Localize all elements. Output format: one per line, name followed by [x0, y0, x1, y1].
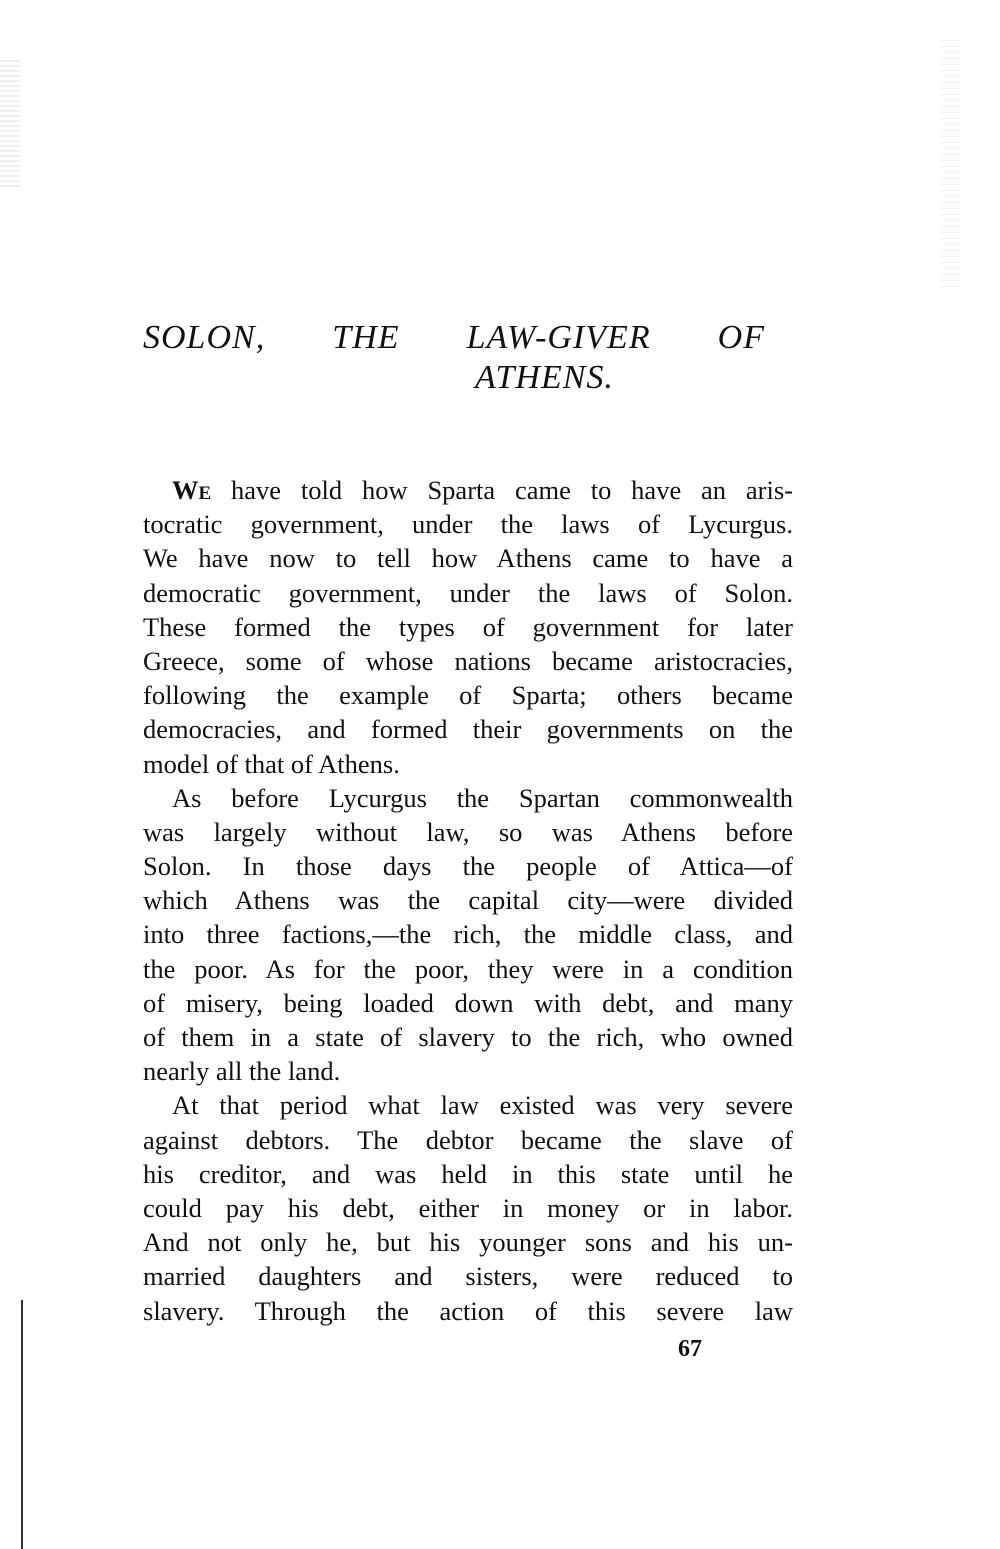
text-line: following the example of Sparta; others became: [143, 680, 793, 711]
text-line: [143, 473, 793, 507]
text-line: against debtors. The debtor became the slave of: [143, 1124, 793, 1155]
text-line: the poor. As for the poor, they were in a condition: [143, 953, 793, 984]
text-line: his creditor, and was held in this state until he: [143, 1158, 793, 1189]
text-line: As before Lycurgus the Spartan commonwealth: [172, 782, 793, 813]
text-line: tocratic government, under the laws of Lycurgus.: [143, 509, 793, 540]
text-line: slavery. Through the action of this severe law: [143, 1295, 793, 1326]
text-line: nearly all the land.: [143, 1056, 341, 1087]
text-line: These formed the types of government for later: [143, 611, 793, 642]
scan-edge-line: [21, 1300, 23, 1549]
text-line: was largely without law, so was Athens before: [143, 816, 793, 847]
scan-artifact: [940, 40, 960, 290]
text-line: And not only he, but his younger sons and his un-: [143, 1227, 793, 1258]
text-line: which Athens was the capital city—were divided: [143, 885, 793, 916]
text-line: Solon. In those days the people of Attica—of: [143, 851, 793, 882]
text-line: into three factions,—the rich, the middle class, and: [143, 919, 793, 950]
text-line: democratic government, under the laws of Solon.: [143, 577, 793, 608]
text-line: Greece, some of whose nations became aristocracies,: [143, 645, 793, 676]
scan-artifact: [0, 60, 20, 190]
text-line: of them in a state of slavery to the rich, who owned: [143, 1022, 793, 1052]
text-line-content: have told how Sparta came to have an aris-: [211, 475, 793, 505]
text-line: democracies, and formed their governments on the: [143, 714, 793, 745]
text-line: At that period what law existed was very severe: [172, 1090, 793, 1121]
page-number: 67: [678, 1336, 702, 1362]
body-text: [143, 473, 793, 1328]
chapter-title-line-2: ATHENS.: [475, 359, 614, 396]
text-line: married daughters and sisters, were reduced to: [143, 1261, 793, 1292]
text-line: model of that of Athens.: [143, 748, 400, 779]
text-line: could pay his debt, either in money or in labor.: [143, 1192, 793, 1223]
drop-cap: We: [172, 475, 212, 505]
text-line: We have now to tell how Athens came to have a: [143, 543, 793, 574]
text-line: of misery, being loaded down with debt, and many: [143, 987, 793, 1018]
chapter-title-line-1: SOLON, THE LAW-GIVER OF: [143, 319, 765, 356]
